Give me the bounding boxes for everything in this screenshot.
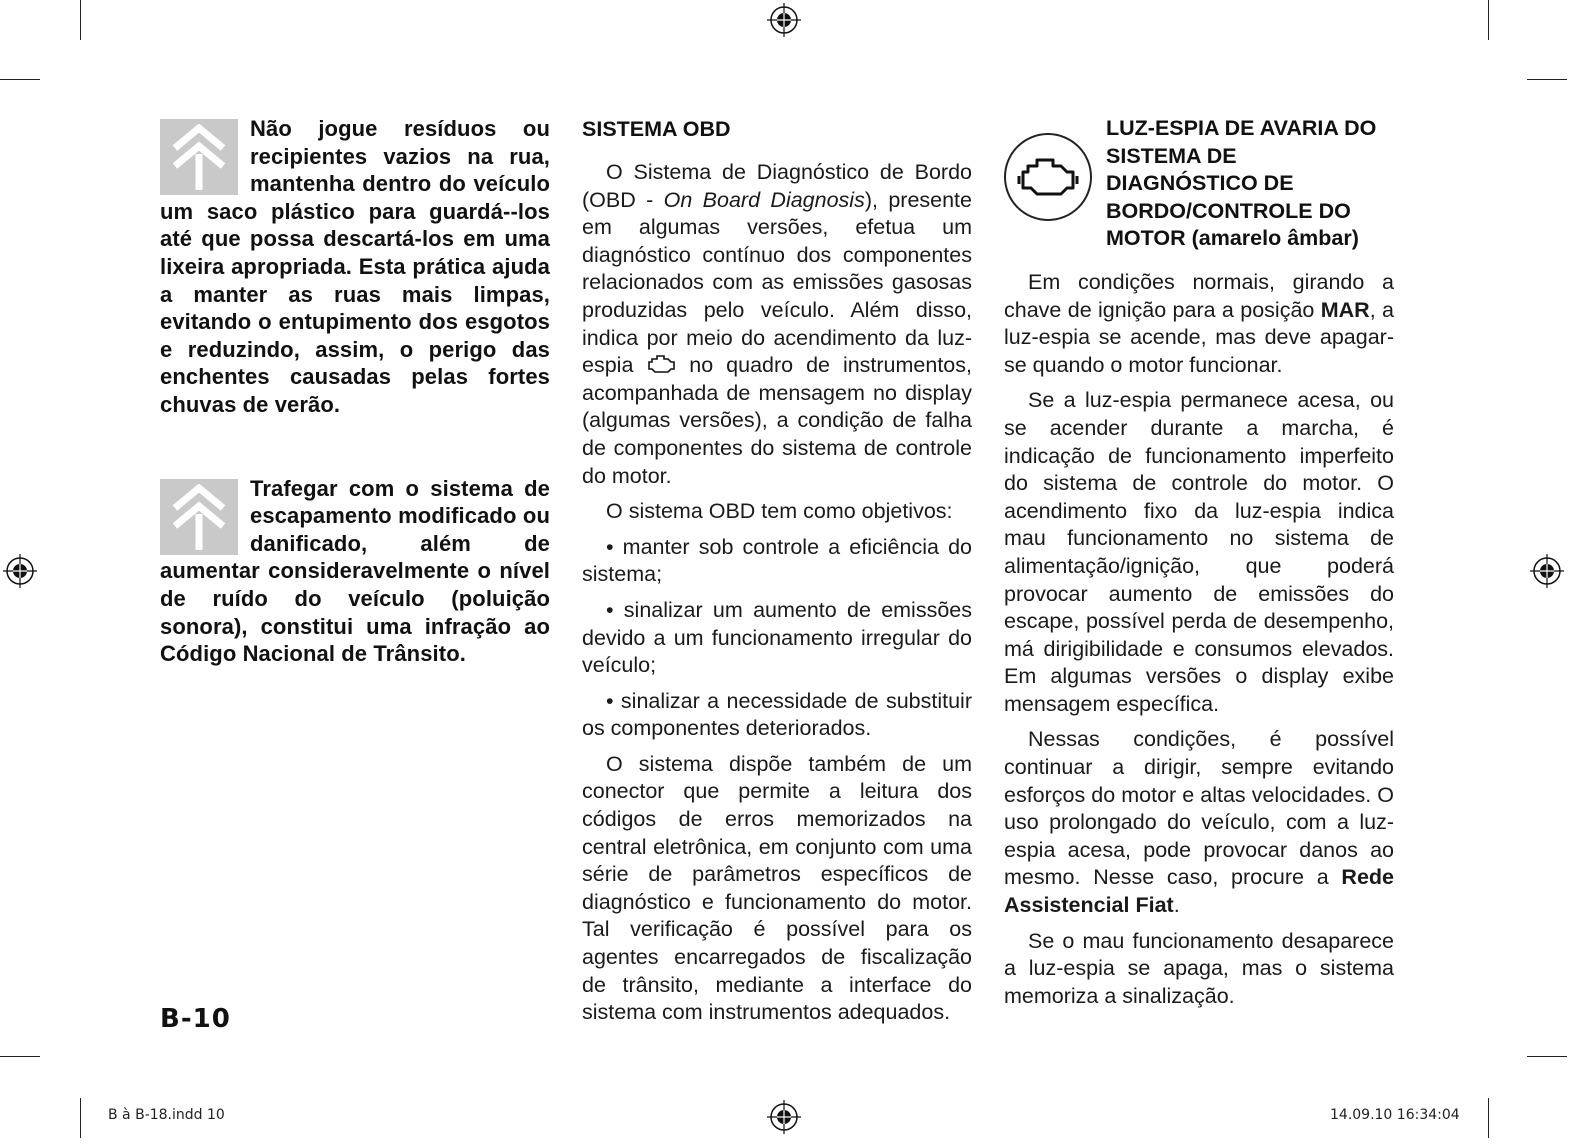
paragraph: O sistema dispõe também de um conector que permite a leitura dos códigos de erros memorizados na central eletrônica, em conjunto com uma série de parâmetros específicos de diagnóstico e funcionamento do motor. Tal verificação é possível para os agentes encarregados de fiscalização de trânsito, mediante a interface do sistema com instrumentos adequados. xyxy=(582,751,972,1025)
page-number: B-10 xyxy=(160,1004,231,1034)
engine-warning-lamp xyxy=(1004,133,1092,221)
crop-mark xyxy=(0,1056,40,1057)
right-column xyxy=(1004,115,1394,1018)
crop-mark xyxy=(80,0,81,40)
registration-mark-icon xyxy=(767,1100,801,1134)
crop-mark xyxy=(80,1098,81,1138)
crop-mark xyxy=(1527,79,1567,80)
paragraph: Se o mau funcionamento desaparece a luz-espia se apaga, mas o sistema memoriza a sinalização. xyxy=(1004,928,1394,1008)
crop-mark xyxy=(1488,0,1489,40)
bullet-item: • sinalizar um aumento de emissões devido a um funcionamento irregular do veículo; xyxy=(582,597,972,678)
warning-lamp-header xyxy=(1004,115,1394,253)
paragraph: O Sistema de Diagnóstico de Bordo (OBD - On Board Diagnosis), presente em algumas versões, efetua um diagnóstico contínuo dos componentes relacionados com as emissões gasosas produzidas pelo veículo. Além disso, indica por meio do acendimento da luz-espia no quadro de instrumentos, acompanhada de mensagem no display (algumas versões), a condição de falha de componentes do sistema de controle do motor. xyxy=(582,160,972,488)
print-timestamp: 14.09.10 16:34:04 xyxy=(1330,1107,1460,1123)
bullet-item: • sinalizar a necessidade de substituir os componentes deteriorados. xyxy=(582,688,972,741)
file-slug: B à B-18.indd 10 xyxy=(108,1107,225,1123)
exhaust-warning-box xyxy=(160,475,550,668)
crop-mark xyxy=(0,79,40,80)
registration-mark-icon xyxy=(1530,554,1564,588)
middle-column xyxy=(582,115,972,1035)
eco-warning-box xyxy=(160,115,550,419)
crop-mark xyxy=(1488,1098,1489,1138)
paragraph: O sistema OBD tem como objetivos: xyxy=(606,499,953,524)
left-column xyxy=(160,115,550,668)
paragraph: Nessas condições, é possível continuar a dirigir, sempre evitando esforços do motor e altas velocidades. O uso prolongado do veículo, com a luz-espia acesa, pode provocar danos ao mesmo. Nesse caso, procure a Rede Assistencial Fiat. xyxy=(1004,727,1394,918)
paragraph: Em condições normais, girando a chave de ignição para a posição MAR, a luz-espia se acende, mas deve apagar-se quando o motor funcionar. xyxy=(1004,269,1395,377)
section-title: SISTEMA OBD xyxy=(582,117,731,141)
engine-check-icon xyxy=(646,354,676,374)
crop-mark xyxy=(1527,1056,1567,1057)
eco-warning-text: Não jogue resíduos ou recipientes vazios na rua, mantenha dentro do veículo um saco plástico para guardá--los até que possa descartá-los em uma lixeira apropriada. Esta prática ajuda a manter as ruas mais limpas, evitando o entupimento dos esgotos e reduzindo, assim, o perigo das enchentes causadas pelas fortes chuvas de verão. xyxy=(160,116,550,417)
bullet-item: • manter sob controle a eficiência do sistema; xyxy=(582,534,972,587)
recycle-arrows-icon xyxy=(160,479,238,555)
exhaust-warning-text: Trafegar com o sistema de escapamento modificado ou danificado, além de aumentar consideravelmente o nível de ruído do veículo (poluição sonora), constitui uma infração ao Código Nacional de Trânsito. xyxy=(160,475,550,667)
registration-mark-icon xyxy=(3,554,37,588)
warning-lamp-title: LUZ-ESPIA DE AVARIA DO SISTEMA DE DIAGNÓSTICO DE BORDO/CONTROLE DO MOTOR (amarelo âmbar) xyxy=(1106,116,1377,251)
recycle-arrows-icon xyxy=(160,119,238,195)
engine-check-icon xyxy=(1017,154,1079,200)
registration-mark-icon xyxy=(767,3,801,37)
paragraph: Se a luz-espia permanece acesa, ou se acender durante a marcha, é indicação de funcionamento imperfeito do sistema de controle do motor. O acendimento fixo da luz-espia indica mau funcionamento no sistema de alimentação/ignição, que poderá provocar aumento de emissões do escape, possível perda de desempenho, má dirigibilidade e consumos elevados. Em algumas versões o display exibe mensagem específica. xyxy=(1004,388,1394,716)
